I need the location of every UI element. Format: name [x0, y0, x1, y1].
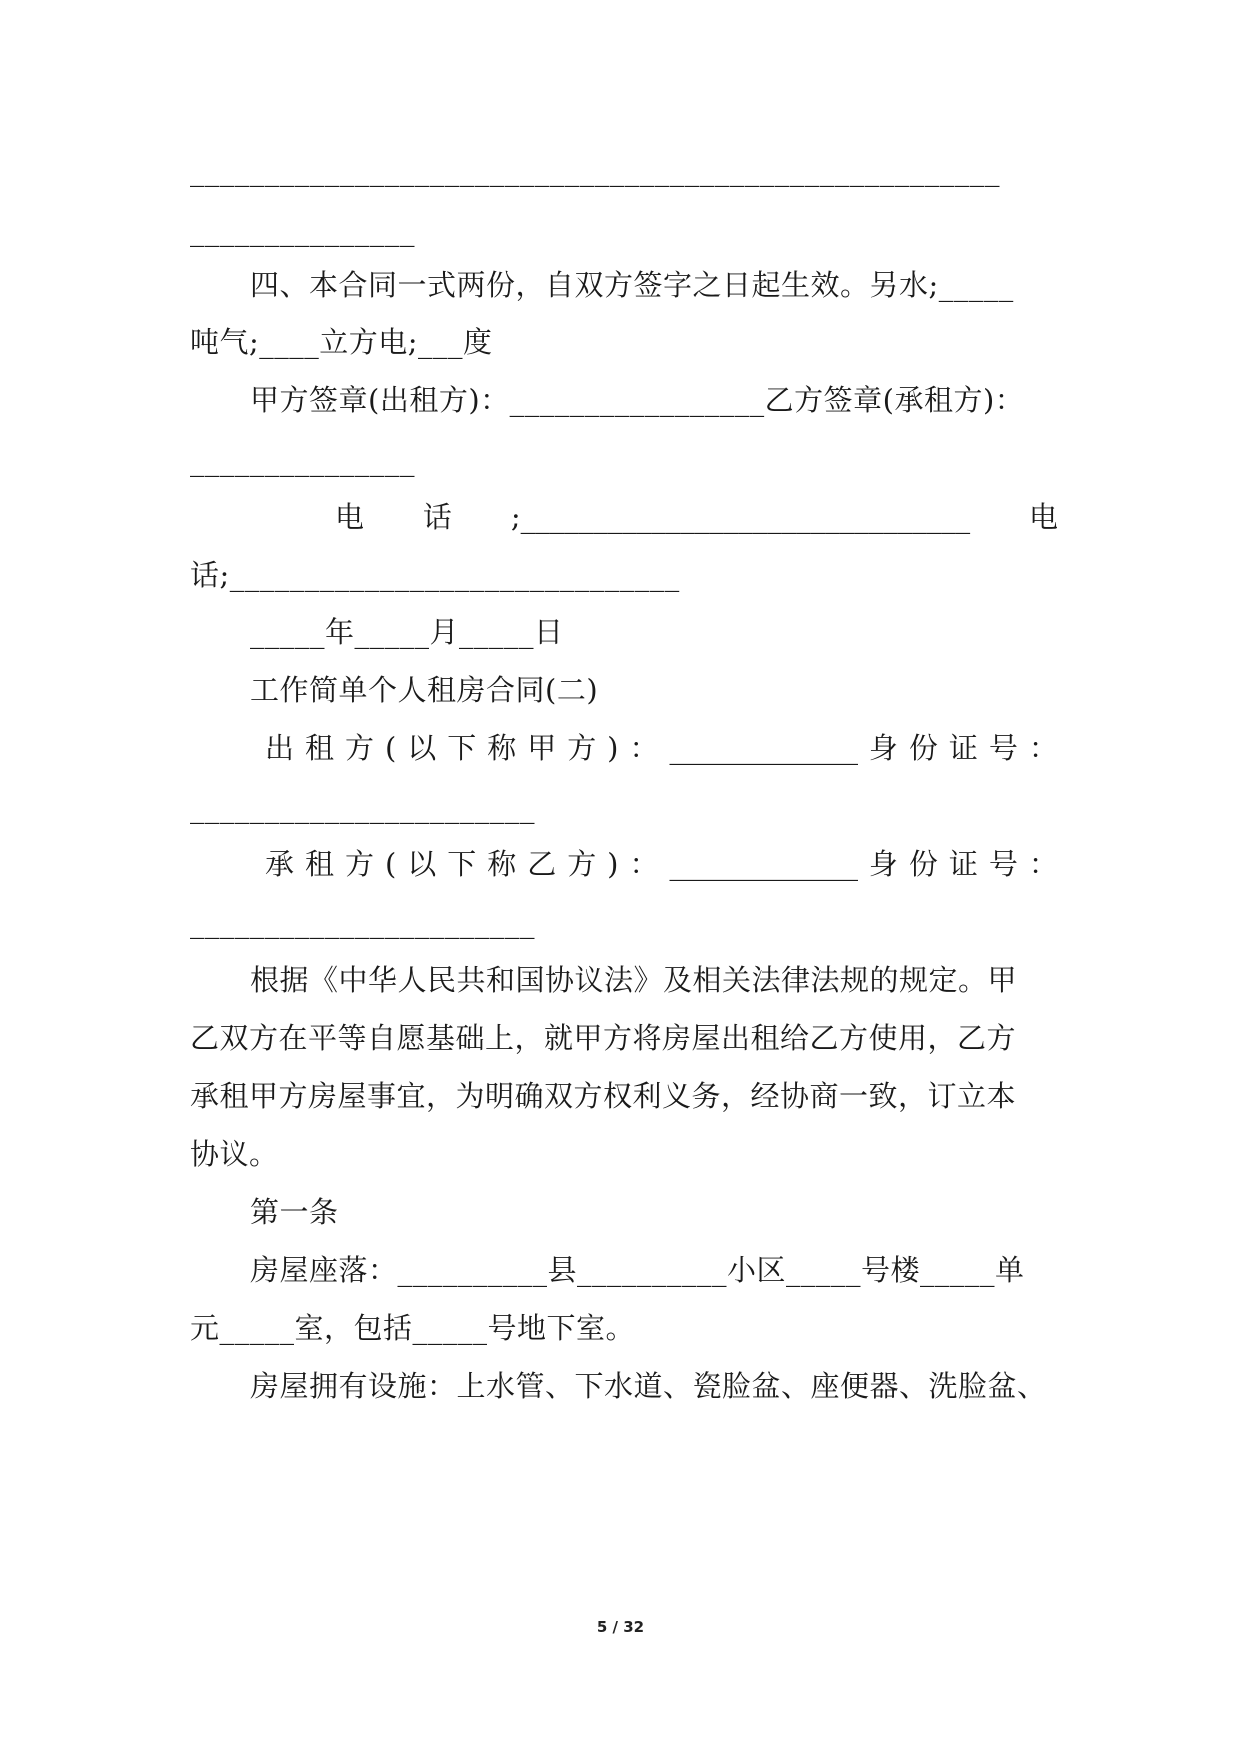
lessee-cell: 租 — [304, 847, 334, 881]
lessor-cell: ： — [1028, 731, 1058, 765]
lessee-cell: 号 — [988, 847, 1018, 881]
lessee-cell: ) — [607, 847, 619, 881]
lessor-cell: 称 — [487, 731, 517, 765]
lessee-cell: 份 — [908, 847, 938, 881]
lessor-row — [265, 728, 1058, 768]
paragraph-clause-four: 四、本合同一式两份，自双方签字之日起生效。另水;_____ — [250, 268, 1014, 302]
lessor-cell: 身 — [868, 731, 898, 765]
lessor-cell: ) — [607, 731, 619, 765]
phone-label-char-2: 话 — [422, 500, 452, 534]
lessor-cell: 号 — [988, 731, 1018, 765]
phone-row — [335, 497, 1058, 537]
phone-line-cont: 话;______________________________ — [190, 558, 680, 592]
lessor-cell: 下 — [447, 731, 477, 765]
lessor-cell: ( — [384, 731, 397, 765]
lessee-cell: ( — [384, 847, 397, 881]
lessor-cell: 方 — [567, 731, 597, 765]
blank-line-1: ______________________________________________________ — [190, 153, 1000, 187]
lessor-cell: 租 — [304, 731, 334, 765]
preamble-line-4: 协议。 — [190, 1137, 279, 1171]
lessee-cell: 证 — [948, 847, 978, 881]
phone-blank: ;_______________________________ — [510, 500, 971, 534]
lessor-cell: 份 — [908, 731, 938, 765]
lessee-id-blank: _______________________ — [190, 905, 535, 939]
page-number: 5 / 32 — [596, 1618, 645, 1636]
signature-line: 甲方签章(出租方)：_________________乙方签章(承租方)： — [250, 383, 1025, 417]
lessee-cell: ： — [629, 847, 659, 881]
lessee-row — [265, 844, 1058, 884]
paragraph-clause-four-cont: 吨气;____立方电;___度 — [190, 325, 493, 359]
house-facilities-line: 房屋拥有设施：上水管、下水道、瓷脸盆、座便器、洗脸盆、 — [250, 1369, 1047, 1403]
lessee-cell: 称 — [487, 847, 517, 881]
signature-blank: _______________ — [190, 443, 415, 477]
contract-title: 工作简单个人租房合同(二) — [250, 673, 599, 707]
lessee-cell: 下 — [447, 847, 477, 881]
blank-line-2: _______________ — [190, 213, 415, 247]
lessee-cell: 方 — [567, 847, 597, 881]
lessor-id-blank: _______________________ — [190, 790, 535, 824]
lessor-cell: 方 — [344, 731, 374, 765]
preamble-line-1: 根据《中华人民共和国协议法》及相关法律法规的规定。甲 — [250, 963, 1018, 997]
lessee-cell: 以 — [407, 847, 437, 881]
lessee-cell: 身 — [868, 847, 898, 881]
lessee-cell: 承 — [265, 847, 295, 881]
house-location-cont: 元_____室，包括_____号地下室。 — [190, 1311, 636, 1345]
phone-label-char-1: 电 — [335, 500, 365, 534]
lessor-cell: 出 — [265, 731, 295, 765]
lessee-cell: 乙 — [527, 847, 557, 881]
article-one-heading: 第一条 — [250, 1195, 339, 1229]
preamble-line-3: 承租甲方房屋事宜，为明确双方权利义务，经协商一致，订立本 — [190, 1079, 1017, 1113]
lessee-cell: 方 — [344, 847, 374, 881]
lessor-cell: ： — [629, 731, 659, 765]
date-line: _____年_____月_____日 — [250, 615, 564, 649]
lessee-blank: _____________ — [669, 847, 858, 881]
preamble-line-2: 乙双方在平等自愿基础上，就甲方将房屋出租给乙方使用，乙方 — [190, 1021, 1017, 1055]
lessor-cell: 证 — [948, 731, 978, 765]
house-location-line: 房屋座落：__________县__________小区_____号楼_____单 — [250, 1253, 1025, 1287]
phone-label-right: 电 — [1028, 500, 1058, 534]
lessor-blank: _____________ — [669, 731, 858, 765]
lessor-cell: 甲 — [527, 731, 557, 765]
lessee-cell: ： — [1028, 847, 1058, 881]
lessor-cell: 以 — [407, 731, 437, 765]
